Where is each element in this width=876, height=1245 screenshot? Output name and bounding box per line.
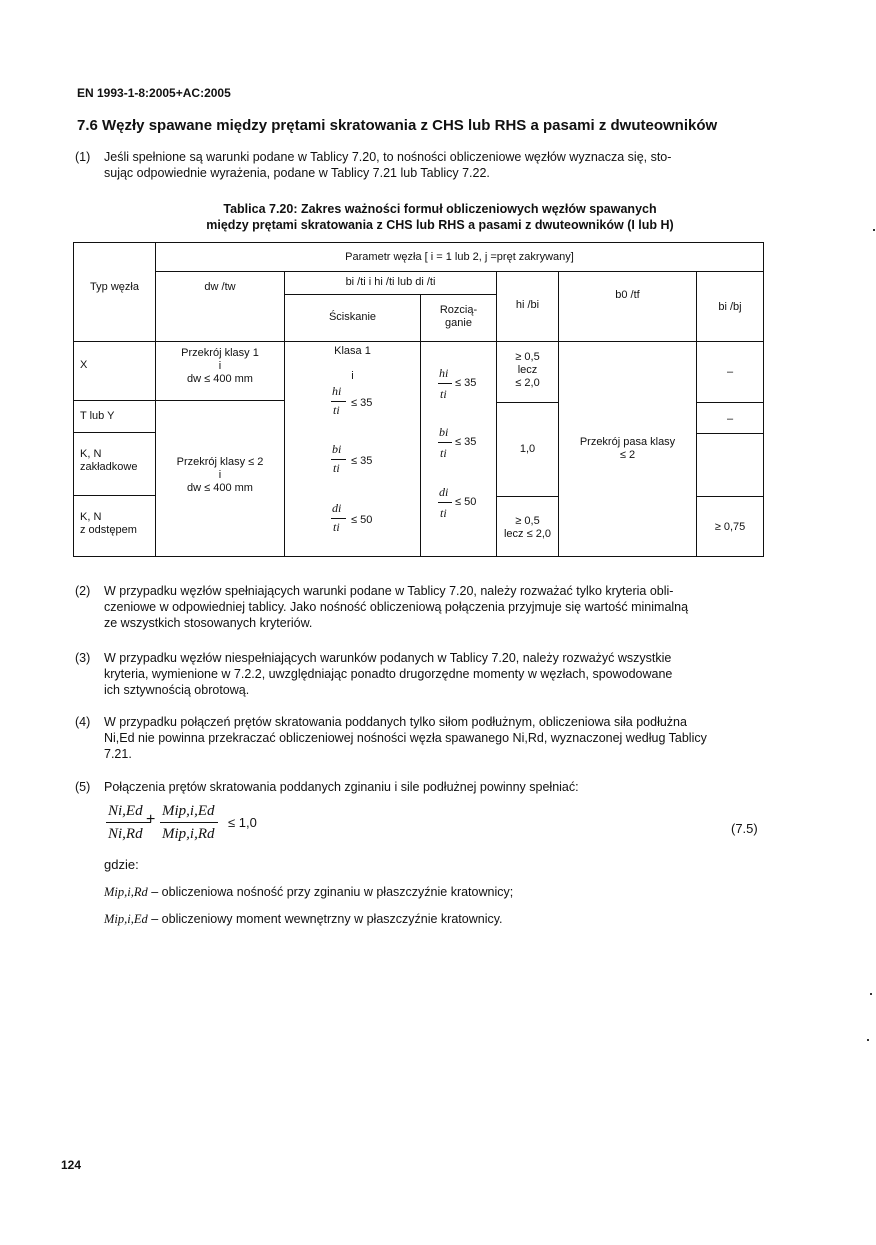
row-label-line: z odstępem xyxy=(80,524,137,536)
header-line: Rozcią- xyxy=(439,304,478,316)
hb-range-gap xyxy=(497,515,558,541)
formula-m-fraction-bar xyxy=(160,822,218,823)
text-line: 7.21. xyxy=(104,747,132,761)
caption-line: Tablica 7.20: Zakres ważności formuł obliczeniowych węzłów spawanych xyxy=(223,202,657,216)
tens-h-num: hi xyxy=(439,366,449,380)
b0tf-cell xyxy=(559,436,696,462)
text-line: Połączenia prętów skratowania poddanych zginaniu i sile podłużnej powinny spełniać: xyxy=(104,780,579,794)
comp-b-den: ti xyxy=(333,461,340,475)
row-label-x: X xyxy=(80,359,88,371)
cell-line: i xyxy=(218,360,222,372)
text-line: Ni,Ed nie powinna przekraczać obliczeniowej nośności węzła spawanego Ni,Rd, wyznaczonej według Tablicy xyxy=(104,731,707,745)
paragraph-text xyxy=(104,714,758,762)
compression-class1: Klasa 1 xyxy=(334,345,371,357)
cell-line: Przekrój pasa klasy xyxy=(579,436,676,448)
standard-code: EN 1993-1-8:2005+AC:2005 xyxy=(77,86,231,100)
formula-number: (7.5) xyxy=(731,821,758,836)
text-line: W przypadku węzłów spełniających warunki podane w Tablicy 7.20, należy rozważać tylko kryteria obli- xyxy=(104,584,674,598)
dw-class2-cell xyxy=(156,456,284,495)
tens-h-den: ti xyxy=(440,387,447,401)
page-number: 124 xyxy=(61,1158,82,1172)
tens-d-num: di xyxy=(439,485,449,499)
formula-n-num: Ni,Ed xyxy=(108,803,143,819)
comp-d-fraction-bar xyxy=(331,518,346,519)
cell-line: ≥ 0,5 xyxy=(515,515,540,527)
comp-b-rel: ≤ 35 xyxy=(351,455,373,467)
text-line: ze wszystkich stosowanych kryteriów. xyxy=(104,616,313,630)
tens-h-rel: ≤ 35 xyxy=(455,377,477,389)
col-header-bi-bj: bi /bj xyxy=(718,301,742,313)
paragraph-number: (3) xyxy=(75,651,91,665)
paragraph-number: (4) xyxy=(75,715,91,729)
tens-d-rel: ≤ 50 xyxy=(455,496,477,508)
text-line: ich sztywnością obrotową. xyxy=(104,683,250,697)
formula-n-fraction-bar xyxy=(106,822,151,823)
col-header-hi-bi: hi /bi xyxy=(515,299,540,311)
comp-d-den: ti xyxy=(333,520,340,534)
comp-b-fraction-bar xyxy=(331,459,346,460)
paragraph-2 xyxy=(75,583,775,633)
hb-value-mid: 1,0 xyxy=(519,443,536,455)
comp-h-den: ti xyxy=(333,403,340,417)
cell-line: lecz xyxy=(517,364,538,376)
scan-speck xyxy=(873,229,875,231)
formula-relation: ≤ 1,0 xyxy=(228,815,257,830)
paragraph-3 xyxy=(75,650,775,700)
cell-line: Przekrój klasy ≤ 2 xyxy=(176,456,264,468)
definition-symbol: Mip,i,Rd xyxy=(104,885,148,899)
comp-d-num: di xyxy=(332,501,342,515)
formula-m-num: Mip,i,Ed xyxy=(162,803,215,819)
text-line: kryteria, wymienione w 7.2.2, uwzględniając ponadto drugorzędne momenty w węzłach, spowodowane xyxy=(104,667,673,681)
cell-line: Przekrój klasy 1 xyxy=(181,347,259,359)
row-label-line: K, N xyxy=(80,511,102,523)
definition-2 xyxy=(104,912,503,927)
col-header-tension xyxy=(421,304,496,330)
tens-h-fraction-bar xyxy=(438,383,452,384)
cell-line: ≤ 2,0 xyxy=(515,377,540,389)
row-label-line: zakładkowe xyxy=(80,461,138,473)
header-line: ganie xyxy=(445,317,472,329)
formula-n-den: Ni,Rd xyxy=(108,826,143,842)
row-label-line: K, N xyxy=(80,448,102,460)
definition-text: – obliczeniowy moment wewnętrzny w płaszczyźnie kratownicy. xyxy=(151,912,503,926)
col-header-joint-type: Typ węzła xyxy=(90,281,139,293)
paragraph-text xyxy=(104,650,758,698)
paragraph-text xyxy=(104,583,758,631)
paragraph-number: (2) xyxy=(75,584,91,598)
bibj-x: – xyxy=(726,366,734,378)
section-title: 7.6 Węzły spawane między prętami skratowania z CHS lub RHS a pasami z dwuteowników xyxy=(77,117,718,134)
cell-line: dw ≤ 400 mm xyxy=(187,482,253,494)
comp-d-rel: ≤ 50 xyxy=(351,514,373,526)
col-header-b0-tf: b0 /tf xyxy=(615,289,640,301)
cell-line: dw ≤ 400 mm xyxy=(187,373,253,385)
text-line: W przypadku połączeń prętów skratowania poddanych tylko siłom podłużnym, obliczeniowa siła podłużna xyxy=(104,715,687,729)
cell-line: ≤ 2 xyxy=(619,449,636,461)
row-label-t-y: T lub Y xyxy=(80,410,115,422)
comp-b-num: bi xyxy=(332,442,342,456)
row-label-kn-gap xyxy=(80,511,137,537)
text-line: W przypadku węzłów niespełniających warunków podanych w Tablicy 7.20, należy rozważyć wszystkie xyxy=(104,651,672,665)
paragraph-text xyxy=(104,779,758,795)
caption-line: między prętami skratowania z CHS lub RHS a pasami z dwuteowników (I lub H) xyxy=(206,218,674,232)
comp-h-num: hi xyxy=(332,384,342,398)
col-header-bi-ti: bi /ti i hi /ti lub di /ti xyxy=(345,276,436,288)
comp-h-fraction-bar xyxy=(331,401,346,402)
cell-line: lecz ≤ 2,0 xyxy=(503,528,551,540)
tens-b-den: ti xyxy=(440,446,447,460)
tens-b-rel: ≤ 35 xyxy=(455,436,477,448)
definition-text: – obliczeniowa nośność przy zginaniu w płaszczyźnie kratownicy; xyxy=(151,885,514,899)
compression-and: i xyxy=(351,370,354,382)
tens-b-num: bi xyxy=(439,425,449,439)
paragraph-number: (5) xyxy=(75,780,91,794)
cell-line: i xyxy=(218,469,222,481)
text-line: czeniowe w odpowiedniej tablicy. Jako nośność obliczeniową połączenia przyjmuje się wartość minimalną xyxy=(104,600,689,614)
col-header-compression: Ściskanie xyxy=(328,311,377,323)
paragraph-4 xyxy=(75,714,775,764)
text-line: sując odpowiednie wyrażenia, podane w Tablicy 7.21 lub Tablicy 7.22. xyxy=(104,166,490,180)
cell-line: ≥ 0,5 xyxy=(515,351,540,363)
dw-class1-cell xyxy=(156,347,284,386)
hb-range-x xyxy=(497,351,558,390)
comp-h-rel: ≤ 35 xyxy=(351,397,373,409)
param-header: Parametr węzła [ i = 1 lub 2, j =pręt zakrywany] xyxy=(345,251,574,263)
scan-speck xyxy=(870,993,872,995)
definition-1 xyxy=(104,885,513,900)
bibj-ty: – xyxy=(726,413,734,425)
tens-d-den: ti xyxy=(440,506,447,520)
paragraph-5 xyxy=(75,779,775,797)
bibj-overlap: ≥ 0,75 xyxy=(714,521,746,533)
row-label-kn-overlap xyxy=(80,448,137,474)
tens-d-fraction-bar xyxy=(438,502,452,503)
tens-b-fraction-bar xyxy=(438,442,452,443)
definition-symbol: Mip,i,Ed xyxy=(104,912,148,926)
formula-m-den: Mip,i,Rd xyxy=(162,826,215,842)
text-line: Jeśli spełnione są warunki podane w Tablicy 7.20, to nośności obliczeniowe węzłów wyznacza się, sto- xyxy=(104,150,672,164)
where-label: gdzie: xyxy=(104,857,139,872)
col-header-dw-tw: dw /tw xyxy=(204,281,236,293)
formula-plus: + xyxy=(146,811,156,828)
scan-speck xyxy=(867,1039,869,1041)
paragraph-number: (1) xyxy=(75,150,91,164)
